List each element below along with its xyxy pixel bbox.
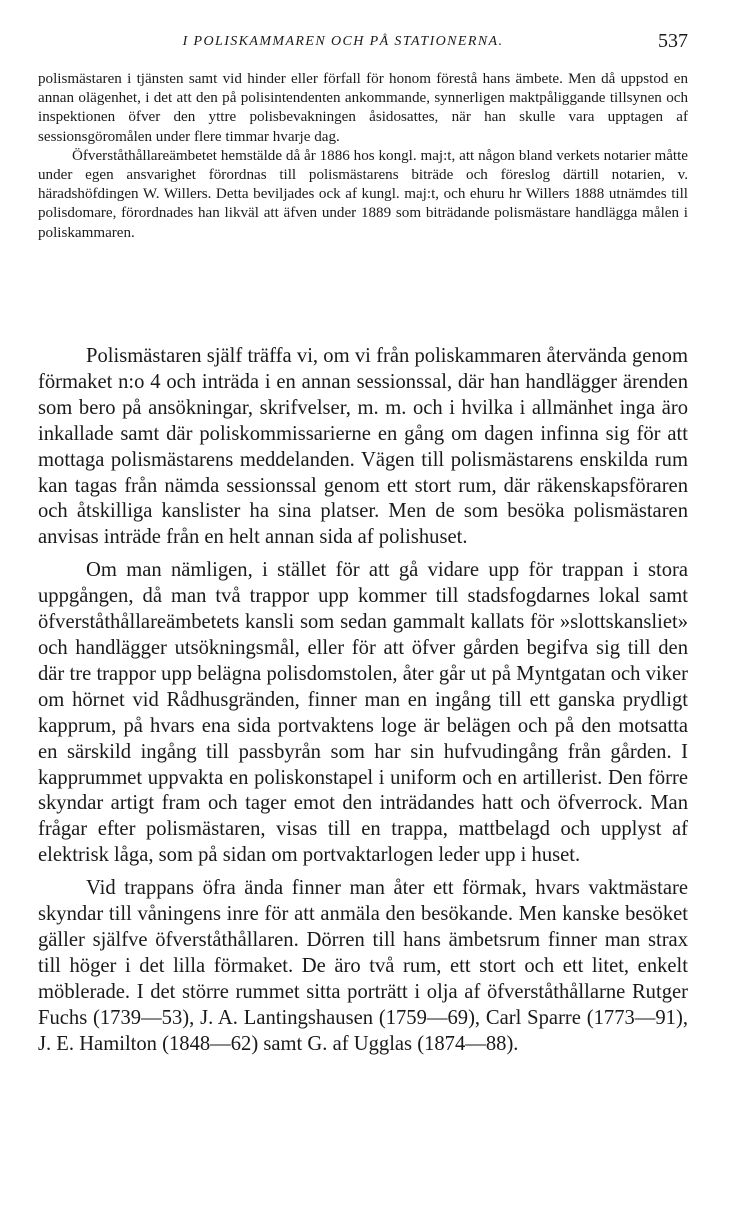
- body-paragraph: Om man nämligen, i stället för att gå vidare upp för trappan i stora uppgången, då man två trappor upp kommer till stadsfogdarnes lokal samt öfverståthållareämbetets kansli som sedan gammalt kallats för »slottskansliet» och handlägger utsökningsmål, eller för att öfver gården begifva sig till den där tre trappor upp belägna polisdomstolen, åter går ut på Myntgatan och viker om hörnet vid Rådhusgränden, finner man en ingång till ett ganska prydligt kapprum, på hvars ena sida portvaktens loge är belägen och på den motsatta en särskild ingång till passbyrån som har sin hufvudingång från gården. I kapprummet uppvakta en poliskonstapel i uniform och en artillerist. Den förre skyndar artigt fram och tager emot den inträdandes hatt och öfverrock. Man frågar efter polismästaren, visas till en trappa, mattbelagd och upplyst af elektrisk låga, som på sidan om portvaktarlogen leder upp i huset.: [38, 559, 688, 867]
- main-text: [38, 344, 688, 1064]
- running-header: [38, 30, 688, 56]
- body-paragraph: Vid trappans öfra ända finner man åter ett förmak, hvars vaktmästare skyndar till våningens inre för att anmäla den besökande. Men kanske besöket gäller själfve öfverståthållaren. Dörren till hans ämbetsrum finner man strax till höger i det lilla förmaket. De äro två rum, ett stort och ett litet, enkelt möblerade. I det större rummet sitta porträtt i olja af öfverståthållarne Rutger Fuchs (1739—53), J. A. Lantingshausen (1759—69), Carl Sparre (1773—91), J. E. Hamilton (1848—62) samt G. af Ugglas (1874—88).: [38, 877, 688, 1055]
- small-paragraph: Öfverståthållareämbetet hemstälde då år 1886 hos kongl. maj:t, att någon bland verkets notarier måtte under egen ansvarighet förordnas till polismästarens biträde och föreslog därtill notarien, v. häradshöfdingen W. Willers. Detta beviljades ock af kungl. maj:t, och ehuru hr Willers 1888 utnämdes till polisdomare, förordnades han likväl att äfven under 1889 som biträdande polismästare handlägga målen i poliskammaren.: [38, 147, 688, 241]
- page-number: 537: [658, 30, 688, 52]
- body-paragraph: Polismästaren själf träffa vi, om vi från poliskammaren återvända genom förmaket n:o 4 och inträda i en annan sessionssal, där han handlägger ärenden som bero på ansökningar, skrifvelser, m. m. och i hvilka i allmänhet inga äro inkallade samt där poliskommissarierne en gång om dagen infinna sig för att mottaga polismästarens meddelanden. Vägen till polismästarens enskilda rum kan tagas från nämda sessionssal genom ett stort rum, där räkenskapsföraren och åtskilliga kanslister ha sina platser. Men de som besöka polismästaren anvisas inträde från en helt annan sida af polishuset.: [38, 345, 688, 549]
- book-page: [38, 0, 688, 1230]
- small-paragraph: polismästaren i tjänsten samt vid hinder eller förfall för honom förestå hans ämbete. Men då uppstod en annan olägenhet, i det att den på polisintendenten ankommande, synnerligen maktpåliggande tillsynen och inspektionen öfver den yttre polisbevakningen åsidosattes, när han skulle vara upptagen af sessionsgöromålen under flere timmar hvarje dag.: [38, 71, 688, 145]
- small-print-passage: [38, 70, 688, 243]
- running-header-title: I POLISKAMMAREN OCH PÅ STATIONERNA.: [182, 34, 504, 49]
